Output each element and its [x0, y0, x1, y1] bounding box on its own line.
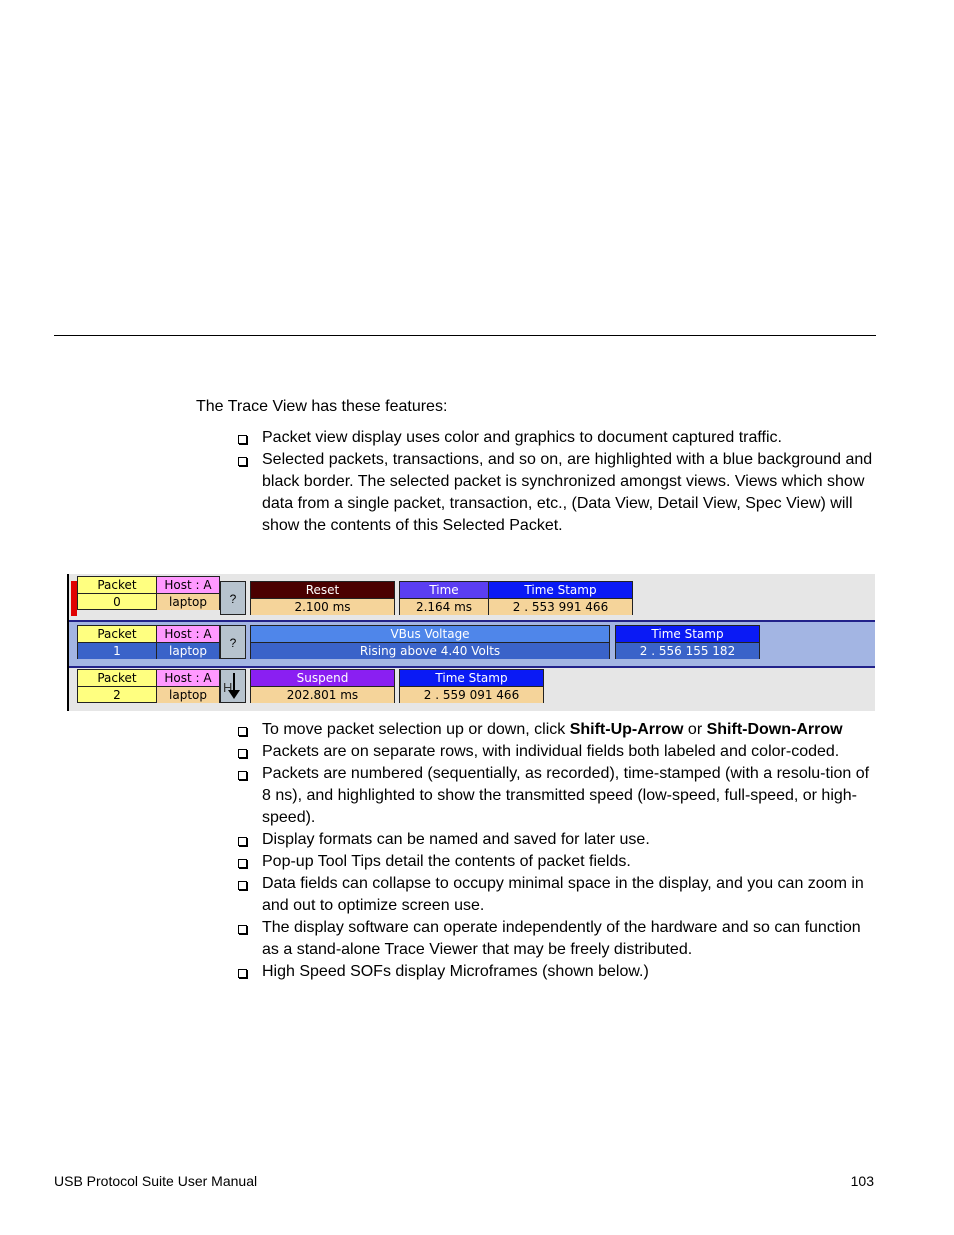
packet-field: Packet 2 — [77, 669, 157, 703]
timestamp-field: Time Stamp 2 . 559 091 466 — [399, 669, 544, 703]
list-item: High Speed SOFs display Microframes (shown below.) — [236, 961, 876, 983]
list-item: Data fields can collapse to occupy minimal space in the display, and you can zoom in and out to optimize screen use. — [236, 873, 876, 917]
packet-field: Packet 1 — [77, 625, 157, 659]
checkbox-bullet-icon — [238, 749, 247, 758]
vbus-voltage-field: VBus Voltage Rising above 4.40 Volts — [250, 625, 610, 659]
trace-row-packet-0[interactable] — [69, 576, 875, 620]
feature-list-bottom — [236, 719, 876, 983]
checkbox-bullet-icon — [238, 435, 247, 444]
footer-title: USB Protocol Suite User Manual — [54, 1173, 258, 1189]
section-divider — [54, 335, 876, 336]
timestamp-field: Time Stamp 2 . 556 155 182 — [615, 625, 760, 659]
high-speed-down-arrow-icon: H — [220, 669, 246, 703]
checkbox-bullet-icon — [238, 837, 247, 846]
checkbox-bullet-icon — [238, 925, 247, 934]
list-item: The display software can operate independently of the hardware and so can function as a stand-alone Trace Viewer that may be freely distributed. — [236, 917, 876, 961]
timestamp-field: Time Stamp 2 . 553 991 466 — [488, 581, 633, 615]
list-item: Packet view display uses color and graphics to document captured traffic. — [236, 427, 876, 449]
intro-text: The Trace View has these features: — [196, 398, 448, 415]
trace-view-figure — [67, 574, 875, 711]
host-field: Host : A laptop — [156, 669, 220, 703]
trace-row-packet-2[interactable] — [69, 666, 875, 710]
checkbox-bullet-icon — [238, 457, 247, 466]
packet-field: Packet 0 — [77, 576, 157, 610]
checkbox-bullet-icon — [238, 969, 247, 978]
speed-unknown-icon: ? — [220, 581, 246, 615]
list-item: Packets are on separate rows, with individual fields both labeled and color-coded. — [236, 741, 876, 763]
checkbox-bullet-icon — [238, 859, 247, 868]
host-field: Host : A laptop — [156, 625, 220, 659]
reset-field: Reset 2.100 ms — [250, 581, 395, 615]
trace-row-packet-1-selected[interactable] — [69, 620, 875, 668]
page-number: 103 — [850, 1173, 874, 1189]
suspend-field: Suspend 202.801 ms — [250, 669, 395, 703]
checkbox-bullet-icon — [238, 771, 247, 780]
checkbox-bullet-icon — [238, 727, 247, 736]
speed-unknown-icon: ? — [220, 625, 246, 659]
time-field: Time 2.164 ms — [399, 581, 489, 615]
list-item: Packets are numbered (sequentially, as recorded), time-stamped (with a resolu-tion of 8 ns), and highlighted to show the transmitted speed (low-speed, full-speed, or high-speed). — [236, 763, 876, 829]
list-item: To move packet selection up or down, click Shift-Up-Arrow or Shift-Down-Arrow — [236, 719, 876, 741]
checkbox-bullet-icon — [238, 881, 247, 890]
list-item: Display formats can be named and saved for later use. — [236, 829, 876, 851]
list-item: Selected packets, transactions, and so on, are highlighted with a blue background and black border. The selected packet is synchronized amongst views. Views which show data from a single packet, transaction, etc., (Data View, Detail View, Spec View) will show the contents of this Selected Packet. — [236, 449, 876, 537]
list-item: Pop-up Tool Tips detail the contents of packet fields. — [236, 851, 876, 873]
host-field: Host : A laptop — [156, 576, 220, 610]
feature-list-top — [236, 427, 876, 537]
